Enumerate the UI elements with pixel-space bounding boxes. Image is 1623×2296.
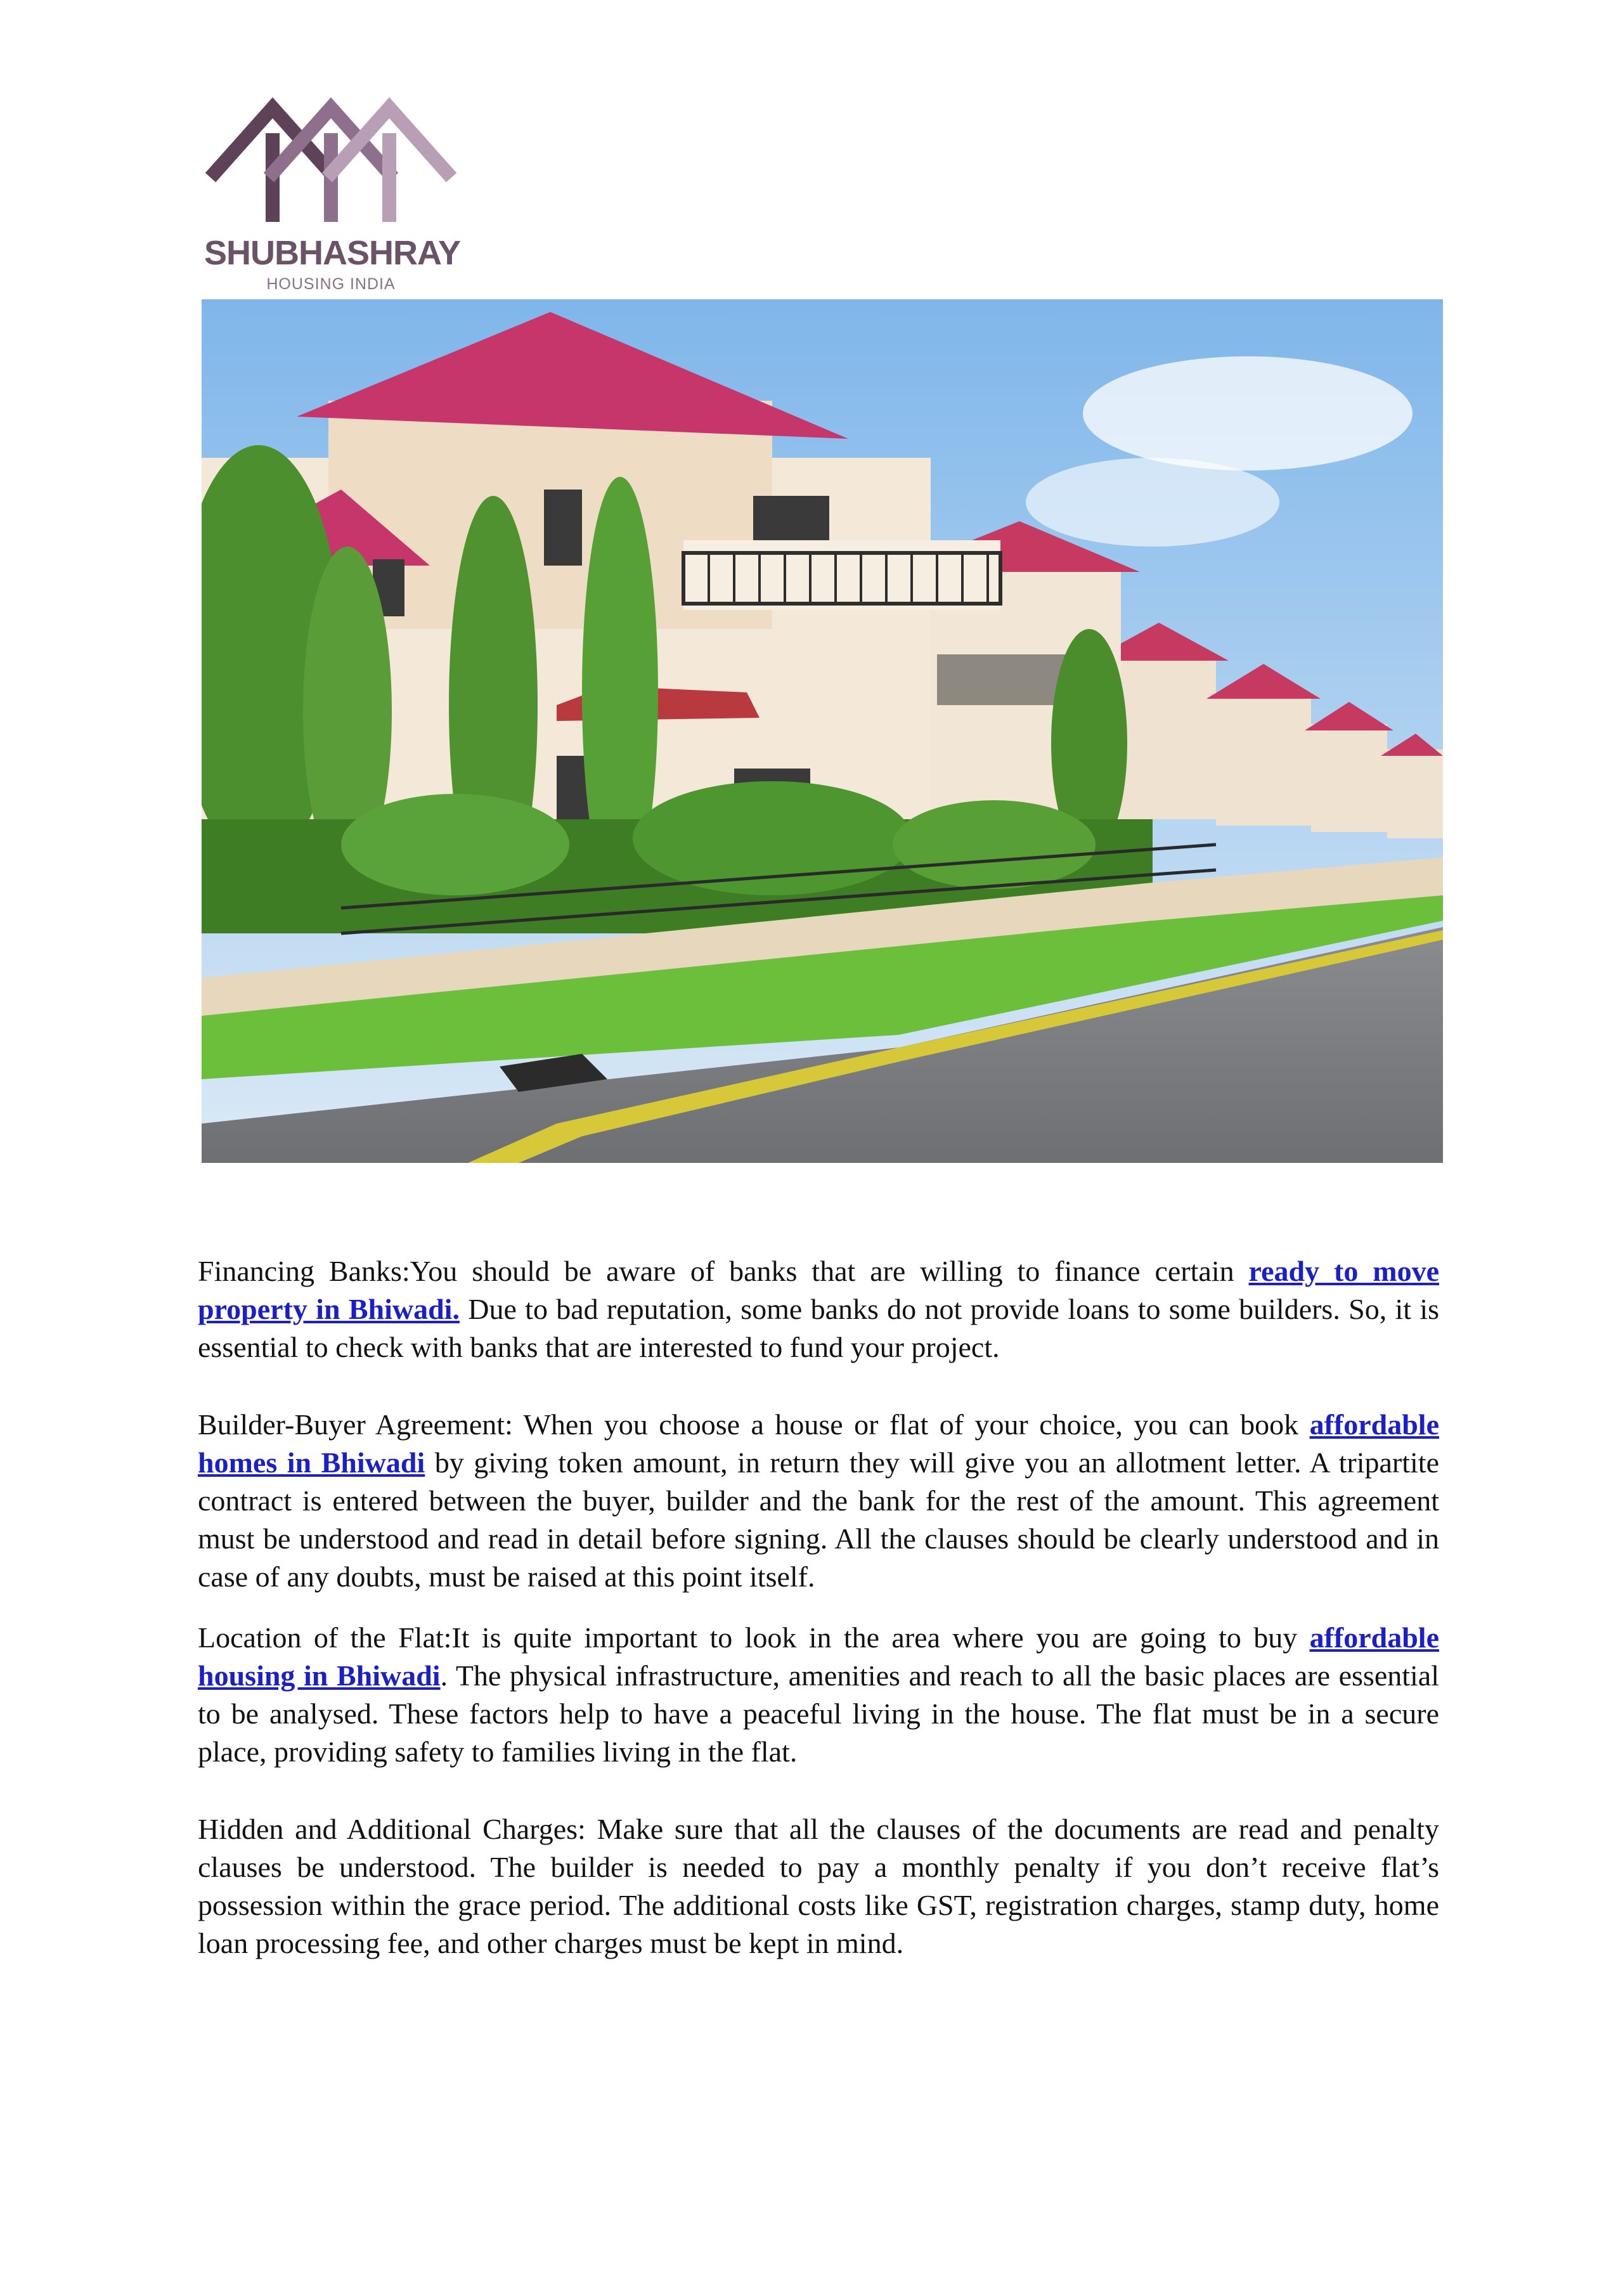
paragraph-text: Due to bad reputation, some banks do not provide loans to some builders. So, it is essential to check with banks that are interested to fund your project. xyxy=(198,1293,1439,1363)
link-affordable-homes[interactable]: affordable homes in Bhiwadi xyxy=(198,1408,1439,1479)
paragraph-text: Financing Banks:You should be aware of banks that are willing to finance certain xyxy=(198,1255,1249,1287)
company-logo xyxy=(198,95,461,297)
paragraph-location-of-flat xyxy=(198,1619,1439,1771)
logo-brand-name: SHUBHASHRAY xyxy=(204,234,461,272)
article-body xyxy=(198,1252,1439,1962)
paragraph-hidden-charges xyxy=(198,1810,1439,1962)
logo-tagline: HOUSING INDIA xyxy=(266,275,396,293)
hero-photo xyxy=(202,299,1443,1163)
paragraph-text: Builder-Buyer Agreement: When you choose a house or flat of your choice, you can book xyxy=(198,1408,1310,1441)
link-affordable-housing[interactable]: affordable housing in Bhiwadi xyxy=(198,1621,1439,1692)
paragraph-financing-banks xyxy=(198,1252,1439,1366)
paragraph-text: . The physical infrastructure, amenities and reach to all the basic places are essential to be analysed. These factors help to have a peaceful living in the house. The flat must be in a secure place, providing safety to families living in the flat. xyxy=(198,1659,1439,1768)
link-ready-to-move-property[interactable]: ready to move property in Bhiwadi. xyxy=(198,1255,1440,1325)
paragraph-builder-buyer-agreement xyxy=(198,1406,1439,1596)
paragraph-text: Hidden and Additional Charges: Make sure that all the clauses of the documents are read and penalty clauses be understood. The builder is needed to pay a monthly penalty if you don’t receive flat’s possession within the grace period. The additional costs like GST, registration charges, stamp duty, home loan processing fee, and other charges must be kept in mind. xyxy=(198,1813,1439,1959)
paragraph-text: by giving token amount, in return they will give you an allotment letter. A tripartite contract is entered between the buyer, builder and the bank for the rest of the amount. This agreement must be understood and read in detail before signing. All the clauses should be clearly understood and in case of any doubts, must be raised at this point itself. xyxy=(198,1446,1439,1593)
paragraph-text: Location of the Flat:It is quite important to look in the area where you are going to buy xyxy=(198,1621,1310,1654)
house-roofs-icon xyxy=(198,95,458,228)
villa-row-photo-icon xyxy=(202,299,1443,1163)
